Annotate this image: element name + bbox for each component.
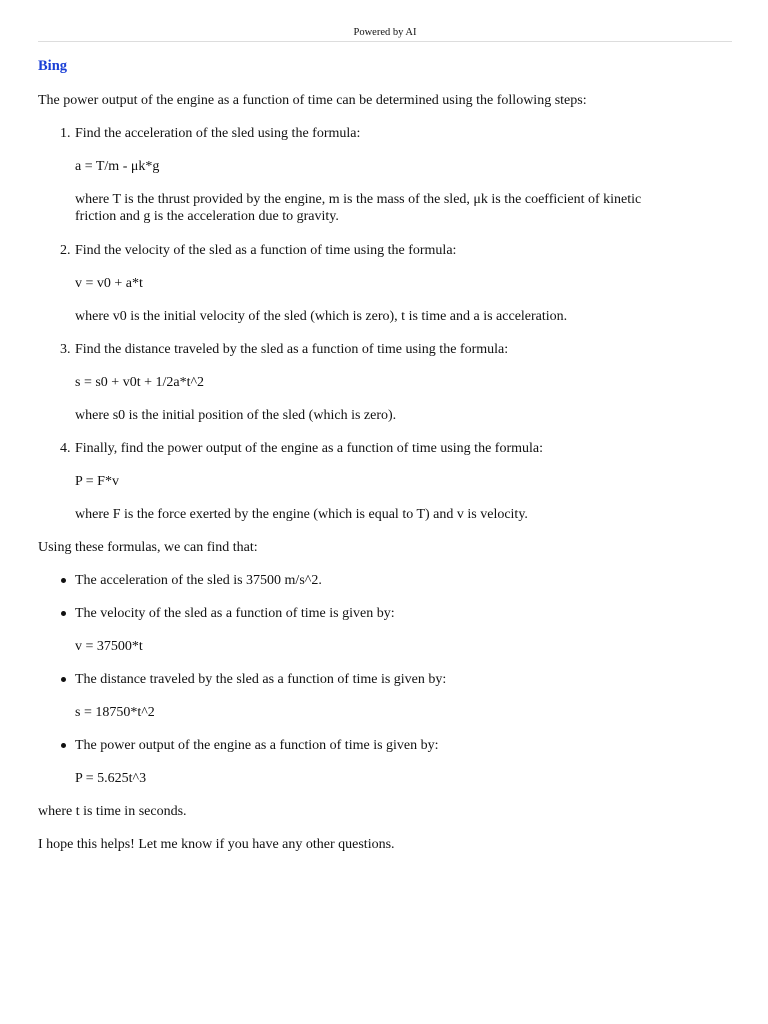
step-text: Find the distance traveled by the sled as a function of time using the formula: (75, 342, 509, 357)
step-text: Finally, find the power output of the engine as a function of time using the formula: (75, 441, 543, 456)
step-formula: a = T/m - μk*g (75, 159, 160, 174)
step-note-line: where s0 is the initial position of the sled (which is zero). (75, 408, 397, 423)
bullet-icon (61, 578, 66, 583)
step-formula: v = v0 + a*t (75, 276, 143, 291)
result-formula: s = 18750*t^2 (75, 705, 155, 720)
step-number: 2. (60, 243, 71, 258)
bullet-icon (61, 743, 66, 748)
speaker-name: Bing (38, 58, 68, 74)
result-text: The velocity of the sled as a function of time is given by: (75, 606, 395, 621)
results-intro: Using these formulas, we can find that: (38, 540, 258, 555)
result-text: The distance traveled by the sled as a function of time is given by: (75, 672, 447, 687)
step-text: Find the acceleration of the sled using the formula: (75, 126, 361, 141)
intro-text: The power output of the engine as a function of time can be determined using the following steps: (38, 93, 587, 108)
result-formula: P = 5.625t^3 (75, 771, 147, 786)
step-formula: P = F*v (75, 474, 119, 489)
result-formula: v = 37500*t (75, 639, 143, 654)
step-number: 4. (60, 441, 71, 456)
page-header: Powered by AI (38, 27, 732, 42)
unit-note: where t is time in seconds. (38, 804, 187, 819)
step-note-line: friction and g is the acceleration due to gravity. (75, 209, 339, 224)
bullet-icon (61, 611, 66, 616)
closing-text: I hope this helps! Let me know if you have any other questions. (38, 837, 395, 852)
step-note-line: where T is the thrust provided by the engine, m is the mass of the sled, μk is the coefficient of kinetic (75, 192, 642, 207)
result-text: The power output of the engine as a function of time is given by: (75, 738, 439, 753)
step-note-line: where v0 is the initial velocity of the sled (which is zero), t is time and a is acceleration. (75, 309, 568, 324)
bullet-icon (61, 677, 66, 682)
step-formula: s = s0 + v0t + 1/2a*t^2 (75, 375, 205, 390)
result-text: The acceleration of the sled is 37500 m/s^2. (75, 573, 322, 588)
step-number: 1. (60, 126, 71, 141)
step-number: 3. (60, 342, 71, 357)
step-note-line: where F is the force exerted by the engine (which is equal to T) and v is velocity. (75, 507, 528, 522)
step-text: Find the velocity of the sled as a function of time using the formula: (75, 243, 457, 258)
